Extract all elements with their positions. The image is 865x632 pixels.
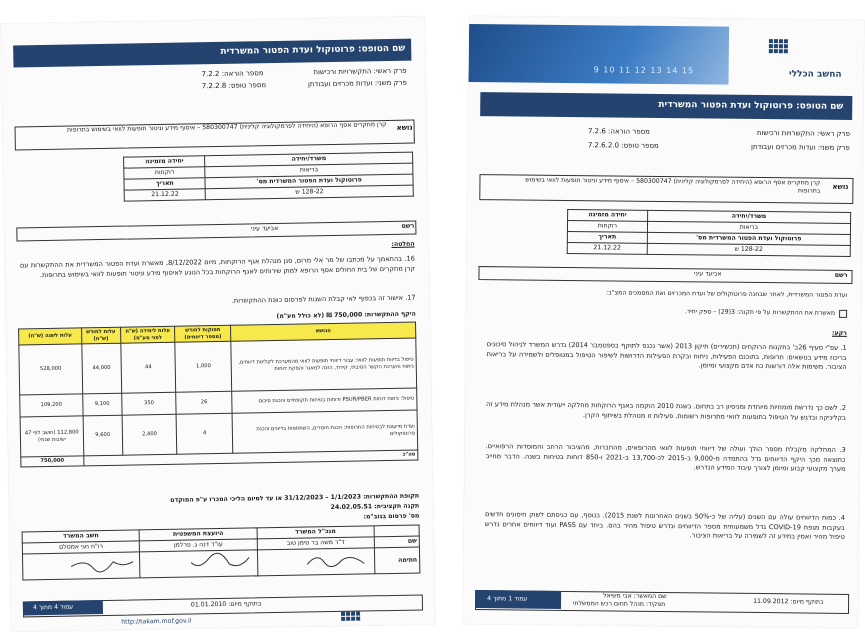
office-label: משרד/יחידה (205, 152, 413, 167)
reason-paragraph: 3. המחלקה מקבלת מספר הולך ועולה של דיווחי תופעות לוואי מהרופאים, מהחברות, מהציבור הרחב והמוסדות הרפואיים. כתוצאה מכך היקף הדיווחים גדל בהתמדה מ-9,000 ב-2015 לכ-13,700 ב-2021 ו-850 דוחות בטיחות בשנה. הדבר מחייב מערך מקצועי קבוע ומיומן לצורך עיבוד המידע הנדרש. (485, 442, 846, 473)
cost-cell: 44 (121, 342, 176, 393)
cost-cell: 1,000 (175, 341, 231, 392)
protocol-label: פרוטוקול ועדת הפטור המשרדית מס' (205, 174, 413, 189)
footer-signer: שם המאשר: אבי משיאל (603, 592, 667, 601)
checkbox-icon[interactable] (839, 310, 847, 318)
header-row-left: מספר טופס: 7.2.2.8 (201, 81, 267, 91)
footer-role: תפקיד: מנהל תחום רכש הממשלתי (573, 600, 666, 609)
reasons-heading: רקע: (831, 329, 847, 337)
recorder-box (16, 221, 416, 242)
office-table (123, 152, 414, 202)
reason-paragraph: 1. עפ"י סעיף 26ב' בתקנות הרוקחים (תכשירים) תיקון 2013 (אשר נכנס לתוקף בספטמבר 2014) נדרש המשרד לניהול סיכונים בריכוז מידע בנושאים: תרופות, בתוכנם הפעילות, ניתוח ובקרת הפעילות הדרושות לשיפור הטיפול במטופלים ולשמירה על בריאות הציבור. משימות אלה דורשות כח אדם מקצועי ומיומן. (486, 340, 847, 371)
cost-cell: ועדת מייעצת לבטיחות התרופות: הכנת חומרים, השתתפות בדיונים והכנת פרוטוקולים (232, 410, 418, 453)
signer-name: ד"ר משה בר סימן טוב (257, 537, 375, 550)
header-row-left: מספר הוראה: 7.2.6 (587, 127, 650, 136)
header-row-left: מספר הוראה: 7.2.2 (201, 69, 264, 79)
signer-name: עו"ד דנה ג. פרלמן (140, 539, 258, 552)
signer-sign-label: חתימה (374, 547, 419, 574)
subject-label: נושא (396, 123, 413, 132)
signer-title: חשב המשרד (22, 530, 140, 543)
paragraph-16: 16. בהתאמך על מכתבו של מר אלי מרום, סגן מנהלת אגף הרוקחות, מיום 8/12/2022, מאשרת ועדת הפטור המשרדית את ההתקשרות עם קרן מחקרים של בית החולים אסף הרופא למתן שירותים לאגף הרוקחות בכל הנוגע לאיסוף מידע וניטור תופעות לוואי בשימוש בתרופות. (19, 254, 416, 279)
scope-label: היקף ההתקשרות: 750,000 ₪ (לא כולל מע"מ) (276, 310, 416, 320)
logo-grid-icon (341, 612, 360, 621)
accountant-general-logo (769, 39, 788, 53)
cost-header: עלות לשנה (ש"ח) (19, 328, 82, 345)
budget-line: תקנה תקציבית: 24.02.05.51 (330, 502, 420, 512)
cost-cell: 112,800 (חושב לפי 47 ישיבות שנתי) (20, 416, 83, 457)
footer-valid-from: בתוקף מיום: 01.01.2010 (190, 600, 262, 609)
recorder-value: אביעד עיני (250, 224, 279, 233)
unit-value: רוקחות (567, 220, 647, 232)
date-label: תאריך (567, 231, 647, 243)
header-row-right: פרק ראשי: התקשרויות ורכישות (756, 128, 851, 138)
cost-cell: 2,400 (122, 414, 177, 455)
header-row (202, 79, 407, 91)
footer-page: עמוד 4 מתוך 4 (32, 603, 74, 612)
office-table (567, 209, 851, 257)
recorder-value: אביעד עיני (694, 270, 722, 278)
banner-numbers: 9 10 11 12 13 14 15 (593, 65, 695, 76)
reason-paragraph: 4. כמות הדיווחים עולה עם השנים (עליה של כ-50% בשנים האחרונות לשנת 2015). בנוסף, עם כניסתם לשוק חיסונים חדשים בעקבות מגפת COVID-19 גדל משמעותית מספר הדיווחים ונדרש טיפול מהיר בהם. ביחד עם PASS ועוד דיווחים אחרים נדרש טיפול מהיר ואמין במידע זה לשמירה על בריאות הציבור. (484, 510, 846, 541)
recorder-label: רשם (401, 222, 415, 230)
protocol-value: 128-22 ש (647, 243, 850, 256)
cost-cell: טיפול בדיווח תופעות לוואי: עבור דיווחי תופעות לוואי מהמערכת לקליטת דיווחים, ניתוח והערכת הקשר הסיבתי, קידוד, הזנה למאגר והפקת דוחות (231, 338, 417, 391)
period-line: תקופת ההתקשרות: 1/1/2023 – 31/12/2023 או עד לסיום הליכי המכרז ע"פ המוקדם (170, 492, 420, 504)
signer-name: רו"ח חגי אמסלם (22, 541, 140, 554)
signature (140, 550, 258, 578)
date-value: 21.12.22 (567, 242, 647, 254)
header-row-right: פרק ראשי: התקשרויות ורכישות (313, 66, 407, 77)
intro-line: ועדת הפטור המשרדית, לאחר שבחנה פרוטוקולים של ועדת המכרזים ואת המסמכים המצ"ב: (605, 289, 848, 299)
signature (22, 552, 140, 580)
unit-label: יחידה מזמינה (568, 209, 648, 221)
date-label: תאריך (124, 178, 206, 190)
publish-line: מס' פרסום בגוב"מ: (363, 512, 420, 521)
signature-scribble (302, 549, 372, 570)
cost-cell: 528,000 (19, 344, 83, 395)
unit-label: יחידה מזמינה (124, 156, 206, 168)
cost-total-value: 750,000 (21, 456, 84, 467)
recorder-label: רשם (834, 271, 848, 279)
protocol-label: פרוטוקול ועדת הפטור המשרדית מס' (647, 232, 850, 245)
header-row (202, 67, 407, 79)
cost-cell: 109,200 (20, 394, 83, 417)
recorder-box (478, 266, 852, 284)
header-banner (469, 24, 730, 85)
form-title: שם הטופס: פרוטוקול ועדת הפטור המשרדית (658, 99, 844, 112)
subject-text: קרן מחקרים אסף הרופא (היחידה לפרמקולוגיה קלינית) 580300747 – איסוף מידע וניטור תופעות לוואי בשימוש בתרופות (66, 121, 387, 134)
header-row-left: מספר טופס: 7.2.6.2.0 (587, 141, 659, 150)
footer-page: עמוד 1 מתוך 4 (487, 595, 528, 603)
cost-total-label: סה"כ (84, 450, 418, 465)
cost-cell: 44,000 (82, 343, 122, 394)
signature-scribble (185, 551, 255, 572)
header-row (588, 127, 850, 138)
cost-header: תפוקות לחודש (מספר דיווחים) (175, 325, 231, 342)
subject-text: קרן מחקרים אסף הרופא (היחידה לפרמקולוגיה קלינית) 580300747 – איסוף מידע וניטור תופעות לוואי בשימוש בתרופות (525, 176, 821, 195)
signature (257, 548, 375, 576)
paragraph-17: 17. אישור זה בכפוף לאי קבלת השגות לפרסום כוונת ההתקשרות. (231, 293, 416, 305)
cost-cell: 9,600 (83, 415, 123, 456)
cost-table (18, 322, 418, 467)
unit-value: רוקחות (124, 167, 206, 179)
office-label: משרד/יחידה (647, 210, 850, 223)
header-row-right: פרק משני: ועדות מכרזים ועבודתן (307, 78, 407, 89)
logo-text: החשב הכללי (788, 69, 842, 80)
protocol-value: 128-22 ש (206, 185, 414, 200)
document-page-left (1, 16, 436, 631)
cost-header: הנושא (231, 322, 416, 341)
accountant-general-logo (341, 612, 360, 621)
cost-header: עלות ליחידה (ש"ח לפני מע"מ) (120, 326, 175, 343)
signers-corner (374, 525, 419, 537)
signature-scribble (67, 553, 137, 574)
cost-cell: 4 (176, 413, 232, 454)
cost-cell: 9,100 (82, 393, 121, 416)
logo-grid-icon (769, 39, 788, 53)
office-value: בריאות (205, 163, 413, 178)
signer-name-label: שם (374, 536, 419, 548)
subject-label: נושא (832, 182, 849, 191)
office-value: בריאות (647, 221, 850, 234)
cost-cell: 26 (176, 391, 232, 414)
footer-valid-from: בתוקף מיום: 11.09.2012 (753, 597, 824, 606)
footer-url: http://takam.mof.gov.il (121, 617, 192, 626)
signers-table (22, 525, 421, 581)
signer-title: מנכ"ל המשרד (257, 526, 375, 539)
document-page-right (463, 16, 864, 628)
form-title: שם הטופס: פרוטוקול ועדת הפטור המשרדית (220, 43, 406, 57)
header-row (588, 141, 850, 152)
decision-heading: החלטה: (391, 240, 415, 248)
checkbox-label: מאשרת את ההתקשרות על פי תקנה: 3(29) – ספק יחיד. (684, 308, 836, 317)
signer-title: היועצת המשפטית (139, 528, 257, 541)
cost-header: עלות לחודש (ש"ח) (81, 327, 120, 344)
date-value: 21.12.22 (124, 189, 206, 201)
reason-paragraph: 2. לשם כך נדרשת מומחיות מיוחדת ומניסיון רב בתחום. בשנת 2010 הוקמה באגף הרוקחות מחלקה ייעודית אשר מנהלת מידע זה בקליניקה ובדגש על הטיפול בתופעות לוואי מתרופות רשומות. פעילות זו מנוהלת בשיתוף הקרן. (486, 400, 847, 422)
cost-cell: טיפול: ניתוח דוחות PSUR/PBER ודוחות בטיחות תקופתיים והכנת סיכום (232, 388, 417, 413)
checkbox-row (685, 308, 847, 318)
cost-cell: 350 (121, 392, 176, 415)
header-row-right: פרק משני: ועדות מכרזים ועבודתן (750, 142, 850, 152)
